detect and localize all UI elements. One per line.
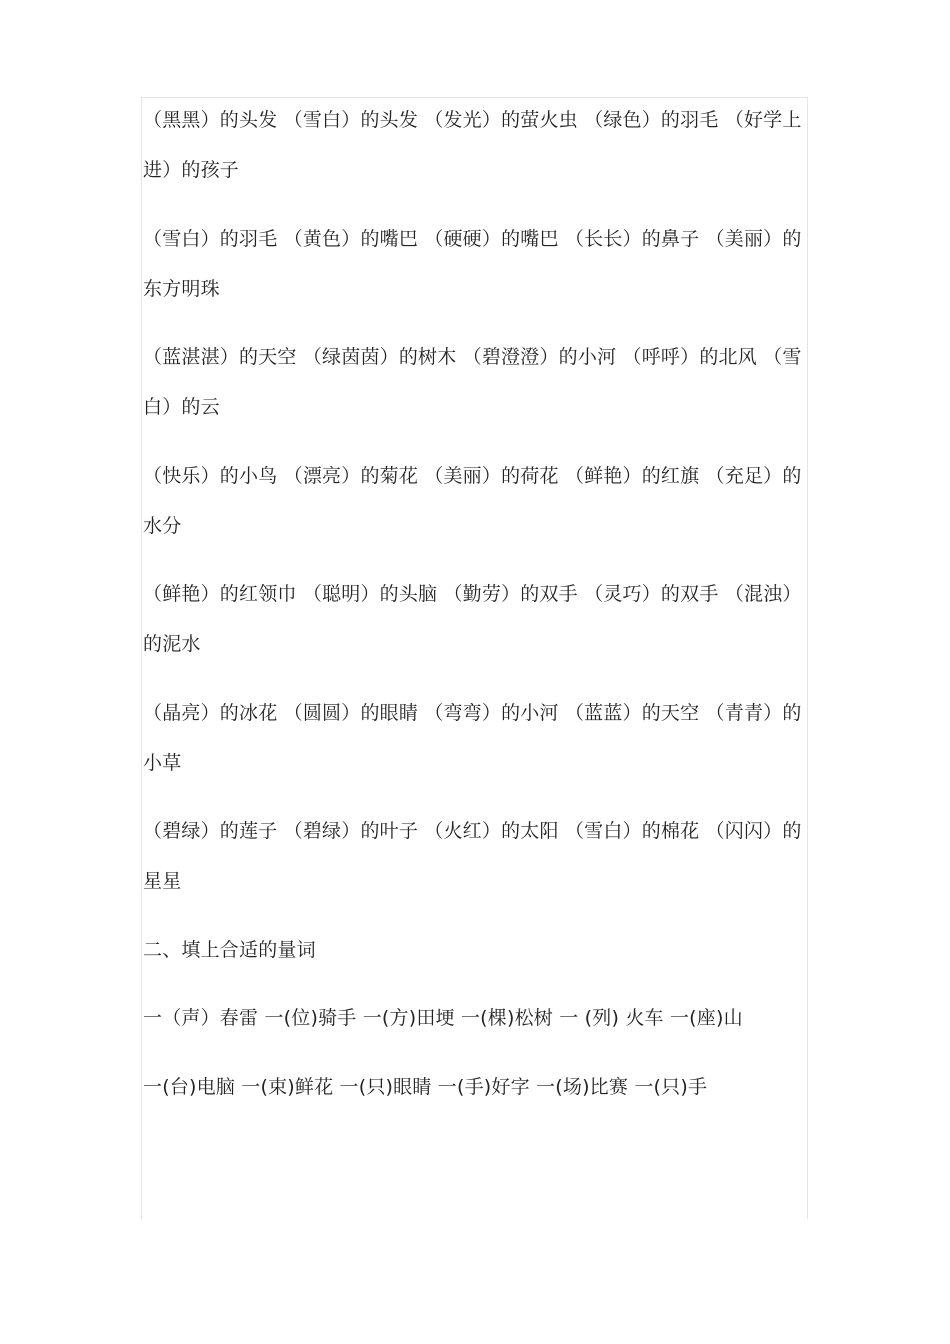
paragraph-adjective-feather: （雪白）的羽毛 （黄色）的嘴巴 （硬硬）的嘴巴 （长长）的鼻子 （美丽）的东方明珠 bbox=[143, 227, 802, 300]
paragraph-adjective-hair: （黑黑）的头发 （雪白）的头发 （发光）的萤火虫 （绿色）的羽毛 （好学上进）的孩子 bbox=[143, 109, 802, 181]
document-body bbox=[143, 95, 811, 1130]
paragraph-adjective-ice: （晶亮）的冰花 （圆圆）的眼睛 （弯弯）的小河 （蓝蓝）的天空 （青青）的小草 bbox=[143, 701, 802, 774]
paragraph-adjective-scarf: （鲜艳）的红领巾 （聪明）的头脑 （勤劳）的双手 （灵巧）的双手 （混浊）的泥水 bbox=[143, 583, 802, 655]
section-heading-measure-words: 二、填上合适的量词 bbox=[143, 938, 316, 961]
paragraph-measure-words-1: 一（声）春雷 一(位)骑手 一(方)田埂 一(棵)松树 一 (列) 火车 一(座)山 bbox=[143, 1007, 743, 1029]
paragraph-adjective-sky: （蓝湛湛）的天空 （绿茵茵）的树木 （碧澄澄）的小河 （呼呼）的北风 （雪白）的云 bbox=[143, 346, 802, 418]
paragraph-adjective-lotus: （碧绿）的莲子 （碧绿）的叶子 （火红）的太阳 （雪白）的棉花 （闪闪）的星星 bbox=[143, 820, 802, 892]
paragraph-measure-words-2: 一(台)电脑 一(束)鲜花 一(只)眼睛 一(手)好字 一(场)比赛 一(只)手 bbox=[143, 1075, 708, 1098]
paragraph-adjective-bird: （快乐）的小鸟 （漂亮）的菊花 （美丽）的荷花 （鲜艳）的红旗 （充足）的水分 bbox=[143, 464, 802, 537]
